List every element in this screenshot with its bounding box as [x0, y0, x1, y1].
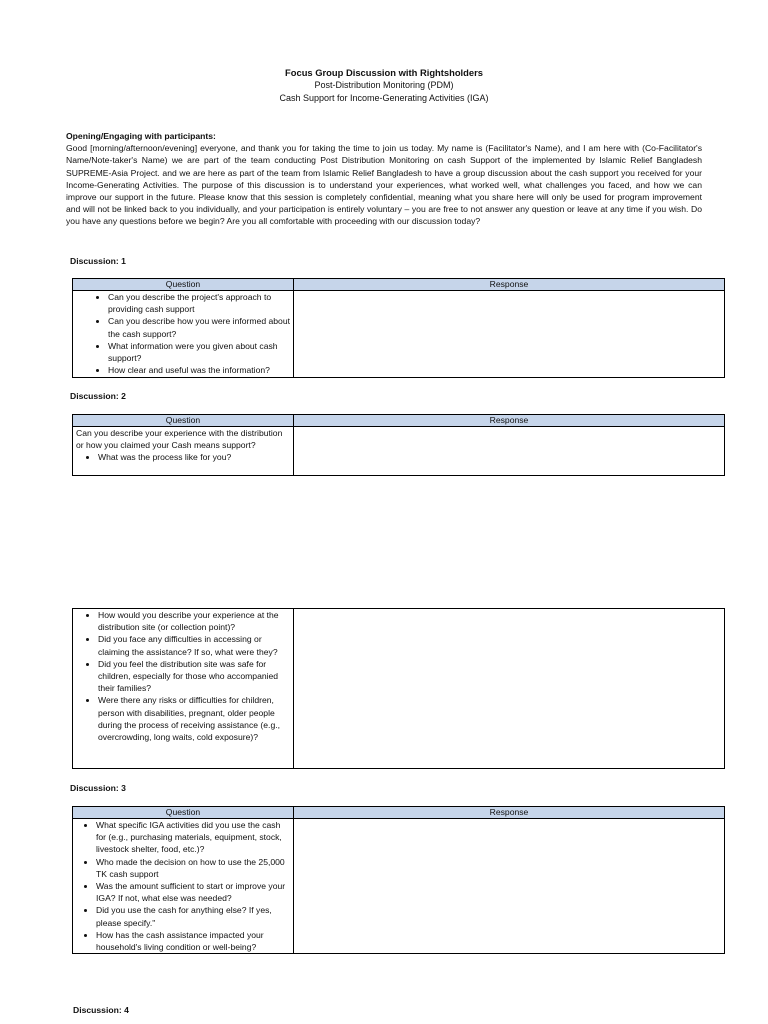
question-column-header: Question [73, 415, 294, 427]
question-item: • Can you describe how you were informed about the cash support? [108, 315, 290, 339]
discussion-2-table [72, 414, 725, 476]
discussion-1-label: Discussion: 1 [70, 256, 126, 266]
question-cell [73, 819, 294, 954]
response-cell [294, 819, 725, 954]
document-title-block [0, 66, 768, 105]
question-item: • How would you describe your experience at the distribution site (or collection point)? [98, 609, 290, 633]
discussion-2-label: Discussion: 2 [70, 391, 126, 401]
response-cell [294, 609, 725, 769]
question-item: • What information were you given about cash support? [108, 340, 290, 364]
question-column-header: Question [73, 807, 294, 819]
question-item: • Who made the decision on how to use the 25,000 TK cash support [96, 856, 290, 880]
question-item: • Did you use the cash for anything else? If yes, please specify." [96, 904, 290, 928]
question-column-header: Question [73, 279, 294, 291]
document-title: Focus Group Discussion with Rightsholders [285, 67, 483, 78]
discussion-3-table [72, 806, 725, 954]
discussion-4-label: Discussion: 4 [73, 1005, 129, 1015]
question-item: • Did you face any difficulties in accessing or claiming the assistance? If so, what were they? [98, 633, 290, 657]
opening-section [66, 130, 702, 228]
response-cell [294, 291, 725, 378]
response-column-header: Response [294, 279, 725, 291]
question-item: • How has the cash assistance impacted your household's living condition or well-being? [96, 929, 290, 953]
opening-heading: Opening/Engaging with participants: [66, 131, 216, 141]
opening-text: Good [morning/afternoon/evening] everyone, and thank you for taking the time to join us today. My name is (Facilitator's Name), and I am here with (Co-Facilitator's Name/Note-taker's Name) we are part of the team conducting Post Distribution Monitoring on cash Support of the implemented by Islamic Relief Bangladesh SUPREME-Asia Project. and we are here as part of the team from Islamic Relief Bangladesh to have a group discussion about the cash support you received for your Income-Generating Activities. The purpose of this discussion is to understand your experiences, what worked well, what challenges you faced, and how we can improve our support in the future. Please know that this session is completely confidential, meaning what you share here will only be used for program improvement and will not be linked back to you individually, and your participation is entirely voluntary – you are free to not answer any question or leave at any time if you wish. Do you have any questions before we begin? Are you all comfortable with proceeding with our discussion today? [66, 143, 702, 227]
question-item: • Were there any risks or difficulties for children, person with disabilities, pregnant, older people during the process of receiving assistance (e.g., overcrowding, long waits, cold exposure)? [98, 694, 290, 743]
discussion-3-label: Discussion: 3 [70, 783, 126, 793]
question-item: • What was the process like for you? [98, 451, 290, 463]
question-item: • Did you feel the distribution site was safe for children, especially for those who accompanied their families? [98, 658, 290, 695]
question-item: • Was the amount sufficient to start or improve your IGA? If not, what else was needed? [96, 880, 290, 904]
question-cell [73, 427, 294, 476]
document-subtitle-iga: Cash Support for Income-Generating Activities (IGA) [279, 93, 489, 103]
response-column-header: Response [294, 415, 725, 427]
question-item: • What specific IGA activities did you use the cash for (e.g., purchasing materials, equipment, stock, livestock shelter, food, etc.)? [96, 819, 290, 856]
question-cell [73, 609, 294, 769]
question-intro: Can you describe your experience with the distribution or how you claimed your Cash means support? [76, 428, 283, 451]
document-subtitle-pdm: Post-Distribution Monitoring (PDM) [314, 80, 454, 90]
discussion-2-continued-table [72, 608, 725, 769]
question-item: • How clear and useful was the information? [108, 364, 290, 376]
question-item: • Can you describe the project's approach to providing cash support [108, 291, 290, 315]
response-column-header: Response [294, 807, 725, 819]
discussion-1-table [72, 278, 725, 378]
response-cell [294, 427, 725, 476]
question-cell [73, 291, 294, 378]
